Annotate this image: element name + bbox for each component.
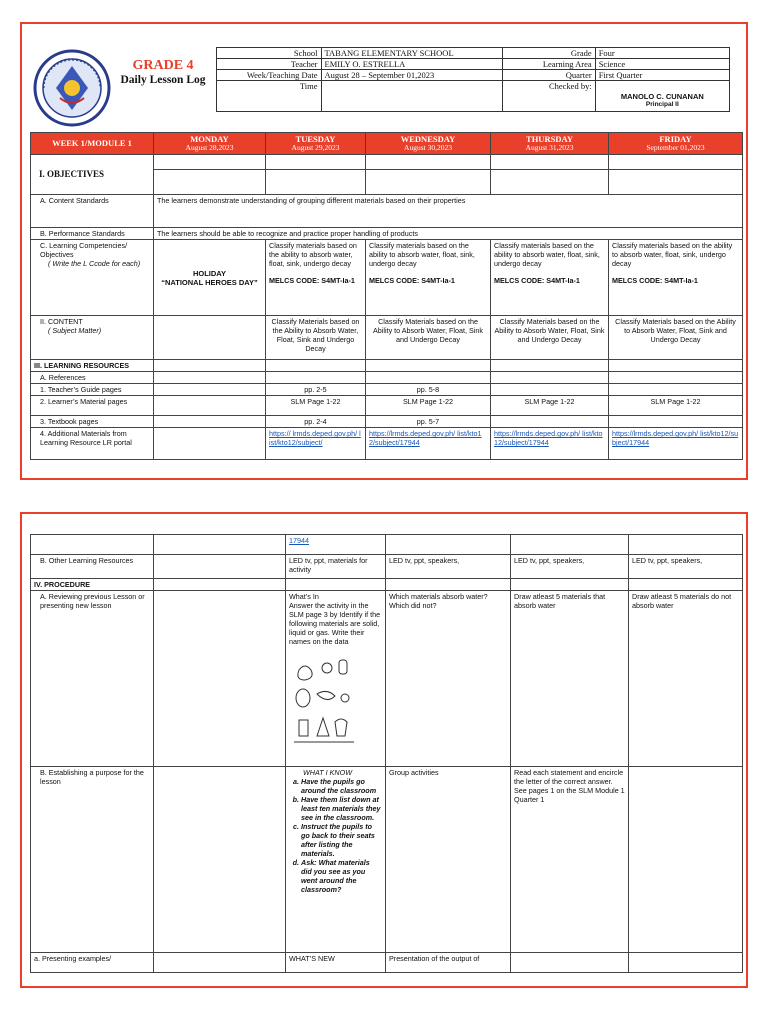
list-item: b. Have them list down at least ten materials they see in the classroom. bbox=[301, 795, 382, 822]
area-value: Science bbox=[595, 59, 729, 70]
lm-pages-row bbox=[31, 396, 743, 416]
grade-label: Grade bbox=[502, 48, 595, 59]
checked-by bbox=[595, 81, 729, 112]
tb-label: 3. Textbook pages bbox=[31, 416, 154, 428]
grade-value: Four bbox=[595, 48, 729, 59]
reviewing-friday: Draw atleast 5 materials do not absorb water bbox=[629, 591, 743, 767]
list-item: d. Ask: What materials did you see as you went around the classroom? bbox=[301, 858, 382, 894]
lm-wednesday: SLM Page 1-22 bbox=[366, 396, 491, 416]
week-module-label: WEEK 1/MODULE 1 bbox=[31, 133, 154, 155]
tb-tuesday: pp. 2-4 bbox=[266, 416, 366, 428]
am-link-thursday[interactable]: https://lrmds.deped.gov.ph/ list/kto12/subject/17944 bbox=[494, 429, 603, 447]
lm-label: 2. Learner’s Material pages bbox=[31, 396, 154, 416]
teacher-label: Teacher bbox=[217, 59, 322, 70]
lesson-log-page-2 bbox=[20, 512, 748, 988]
other-thursday: LED tv, ppt, speakers, bbox=[511, 555, 629, 579]
performance-standards-text: The learners should be able to recognize and practice proper handling of products bbox=[154, 228, 743, 240]
content-row bbox=[31, 316, 743, 360]
reviewing-lesson-row bbox=[31, 591, 743, 767]
day-thursday: THURSDAY August 31,2023 bbox=[491, 133, 609, 155]
procedure-heading: IV. PROCEDURE bbox=[31, 579, 154, 591]
tb-wednesday: pp. 5-7 bbox=[366, 416, 491, 428]
list-item: c. Instruct the pupils to go back to their seats after listing the materials. bbox=[301, 822, 382, 858]
list-item: a. Have the pupils go around the classroom bbox=[301, 777, 382, 795]
link-continuation-row bbox=[31, 535, 743, 555]
competency-thursday: Classify materials based on the ability to absorb water, float, sink, undergo decay MELCS CODE: S4MT-Ia-1 bbox=[491, 240, 609, 316]
lm-friday: SLM Page 1-22 bbox=[609, 396, 743, 416]
procedure-heading-row bbox=[31, 579, 743, 591]
content-standards-text: The learners demonstrate understanding of grouping different materials based on their properties bbox=[154, 195, 743, 228]
am-link-wednesday[interactable]: https://lrmds.deped.gov.ph/ list/kto12/subject/17944 bbox=[369, 429, 482, 447]
lm-tuesday: SLM Page 1-22 bbox=[266, 396, 366, 416]
performance-standards-label: B. Performance Standards bbox=[31, 228, 154, 240]
reviewing-thursday: Draw atleast 5 materials that absorb water bbox=[511, 591, 629, 767]
materials-sketch-icon bbox=[289, 650, 359, 750]
textbook-pages-row bbox=[31, 416, 743, 428]
time-label: Time bbox=[217, 81, 322, 112]
area-label: Learning Area bbox=[502, 59, 595, 70]
content-wednesday: Classify Materials based on the Ability to Absorb Water, Float, Sink and Undergo Decay bbox=[366, 316, 491, 360]
additional-materials-row bbox=[31, 428, 743, 460]
competency-tuesday: Classify materials based on the ability to absorb water, float, sink, undergo decay MELCS CODE: S4MT-Ia-1 bbox=[266, 240, 366, 316]
content-tuesday: Classify Materials based on the Ability to Absorb Water, Float, Sink and Undergo Decay bbox=[266, 316, 366, 360]
day-wednesday: WEDNESDAY August 30,2023 bbox=[366, 133, 491, 155]
what-i-know-list bbox=[289, 777, 382, 894]
reviewing-label: A. Reviewing previous Lesson or presenting new lesson bbox=[31, 591, 154, 767]
competencies-row bbox=[31, 240, 743, 316]
lesson-log-page-1 bbox=[20, 22, 748, 480]
content-friday: Classify Materials based on the Ability to Absorb Water, Float, Sink and Undergo Decay bbox=[609, 316, 743, 360]
school-label: School bbox=[217, 48, 322, 59]
references-label: A. References bbox=[31, 372, 154, 384]
content-thursday: Classify Materials based on the Ability to Absorb Water, Float, Sink and Undergo Decay bbox=[491, 316, 609, 360]
resources-heading-row bbox=[31, 360, 743, 372]
day-tuesday: TUESDAY August 29,2023 bbox=[266, 133, 366, 155]
reviewing-wednesday: Which materials absorb water? Which did not? bbox=[386, 591, 511, 767]
content-standards-row bbox=[31, 195, 743, 228]
lesson-table-continued bbox=[30, 534, 743, 973]
day-monday: MONDAY August 28,2023 bbox=[154, 133, 266, 155]
objectives-heading: I. OBJECTIVES bbox=[31, 155, 154, 195]
deped-seal-logo bbox=[32, 48, 112, 128]
other-tuesday: LED tv, ppt, materials for activity bbox=[286, 555, 386, 579]
tg-tuesday: pp. 2-5 bbox=[266, 384, 366, 396]
purpose-row bbox=[31, 767, 743, 953]
holiday-name: “NATIONAL HEROES DAY” bbox=[161, 277, 258, 287]
day-header-row bbox=[31, 133, 743, 155]
am-link-tuesday[interactable]: https:// lrmds.deped.gov.ph/ list/kto12/subject/ bbox=[269, 429, 361, 447]
purpose-tuesday: WHAT I KNOW a. Have the pupils go around the classroom b. Have them list down at least ten materials they see in the classroom. c. Instruct the pupils to go back to their seats after listing the materials. d. Ask: What materials did you see as you went around the classroom? bbox=[286, 767, 386, 953]
other-resources-label: B. Other Learning Resources bbox=[31, 555, 154, 579]
lm-thursday: SLM Page 1-22 bbox=[491, 396, 609, 416]
performance-standards-row bbox=[31, 228, 743, 240]
lesson-table bbox=[30, 132, 743, 460]
tg-pages-row bbox=[31, 384, 743, 396]
purpose-wednesday: Group activities bbox=[386, 767, 511, 953]
competency-wednesday: Classify materials based on the ability to absorb water, float, sink, undergo decay MELCS CODE: S4MT-Ia-1 bbox=[366, 240, 491, 316]
resources-heading: III. LEARNING RESOURCES bbox=[31, 360, 154, 372]
presenting-label: a. Presenting examples/ bbox=[31, 953, 154, 973]
week-value: August 28 – September 01,2023 bbox=[321, 70, 502, 81]
reviewing-tuesday: What’s In Answer the activity in the SLM page 3 by Identify if the following materials are solid, liquid or gas. Write their names on the data bbox=[286, 591, 386, 767]
day-friday: FRIDAY September 01,2023 bbox=[609, 133, 743, 155]
references-row bbox=[31, 372, 743, 384]
header bbox=[30, 46, 730, 144]
am-label: 4. Additional Materials from Learning Resource LR portal bbox=[31, 428, 154, 460]
purpose-label: B. Establishing a purpose for the lesson bbox=[31, 767, 154, 953]
principal-name: MANOLO C. CUNANAN bbox=[620, 92, 704, 101]
log-title: Daily Lesson Log bbox=[120, 74, 206, 86]
other-resources-row bbox=[31, 555, 743, 579]
tg-wednesday: pp. 5-8 bbox=[366, 384, 491, 396]
other-wednesday: LED tv, ppt, speakers, bbox=[386, 555, 511, 579]
competencies-label: C. Learning Competencies/ Objectives ( Write the L Ccode for each) bbox=[31, 240, 154, 316]
other-friday: LED tv, ppt, speakers, bbox=[629, 555, 743, 579]
purpose-thursday: Read each statement and encircle the letter of the correct answer. See pages 1 on the SLM Module 1 Quarter 1 bbox=[511, 767, 629, 953]
grade-title: GRADE 4 bbox=[132, 58, 194, 73]
school-value: TABANG ELEMENTARY SCHOOL bbox=[321, 48, 502, 59]
blank-row bbox=[31, 155, 743, 170]
holiday-cell bbox=[154, 240, 266, 316]
tg-label: 1. Teacher’s Guide pages bbox=[31, 384, 154, 396]
principal-position: Principal II bbox=[645, 101, 679, 108]
presenting-examples-row bbox=[31, 953, 743, 973]
content-standards-label: A. Content Standards bbox=[31, 195, 154, 228]
presenting-tuesday: WHAT’S NEW bbox=[286, 953, 386, 973]
holiday-label: HOLIDAY bbox=[192, 268, 227, 278]
quarter-label: Quarter bbox=[502, 70, 595, 81]
competency-friday: Classify materials based on the ability to absorb water, float, sink, undergo decay MELCS CODE: S4MT-Ia-1 bbox=[609, 240, 743, 316]
quarter-value: First Quarter bbox=[595, 70, 729, 81]
header-info-table bbox=[216, 47, 730, 112]
am-link-continuation[interactable]: 17944 bbox=[289, 536, 309, 545]
teacher-value: EMILY O. ESTRELLA bbox=[321, 59, 502, 70]
am-link-friday[interactable]: https://lrmds.deped.gov.ph/ list/kto12/subject/17944 bbox=[612, 429, 739, 447]
week-label: Week/Teaching Date bbox=[217, 70, 322, 81]
time-value bbox=[321, 81, 502, 112]
checked-label: Checked by: bbox=[502, 81, 595, 112]
presenting-wednesday: Presentation of the output of bbox=[386, 953, 511, 973]
content-label: II. CONTENT ( Subject Matter) bbox=[31, 316, 154, 360]
